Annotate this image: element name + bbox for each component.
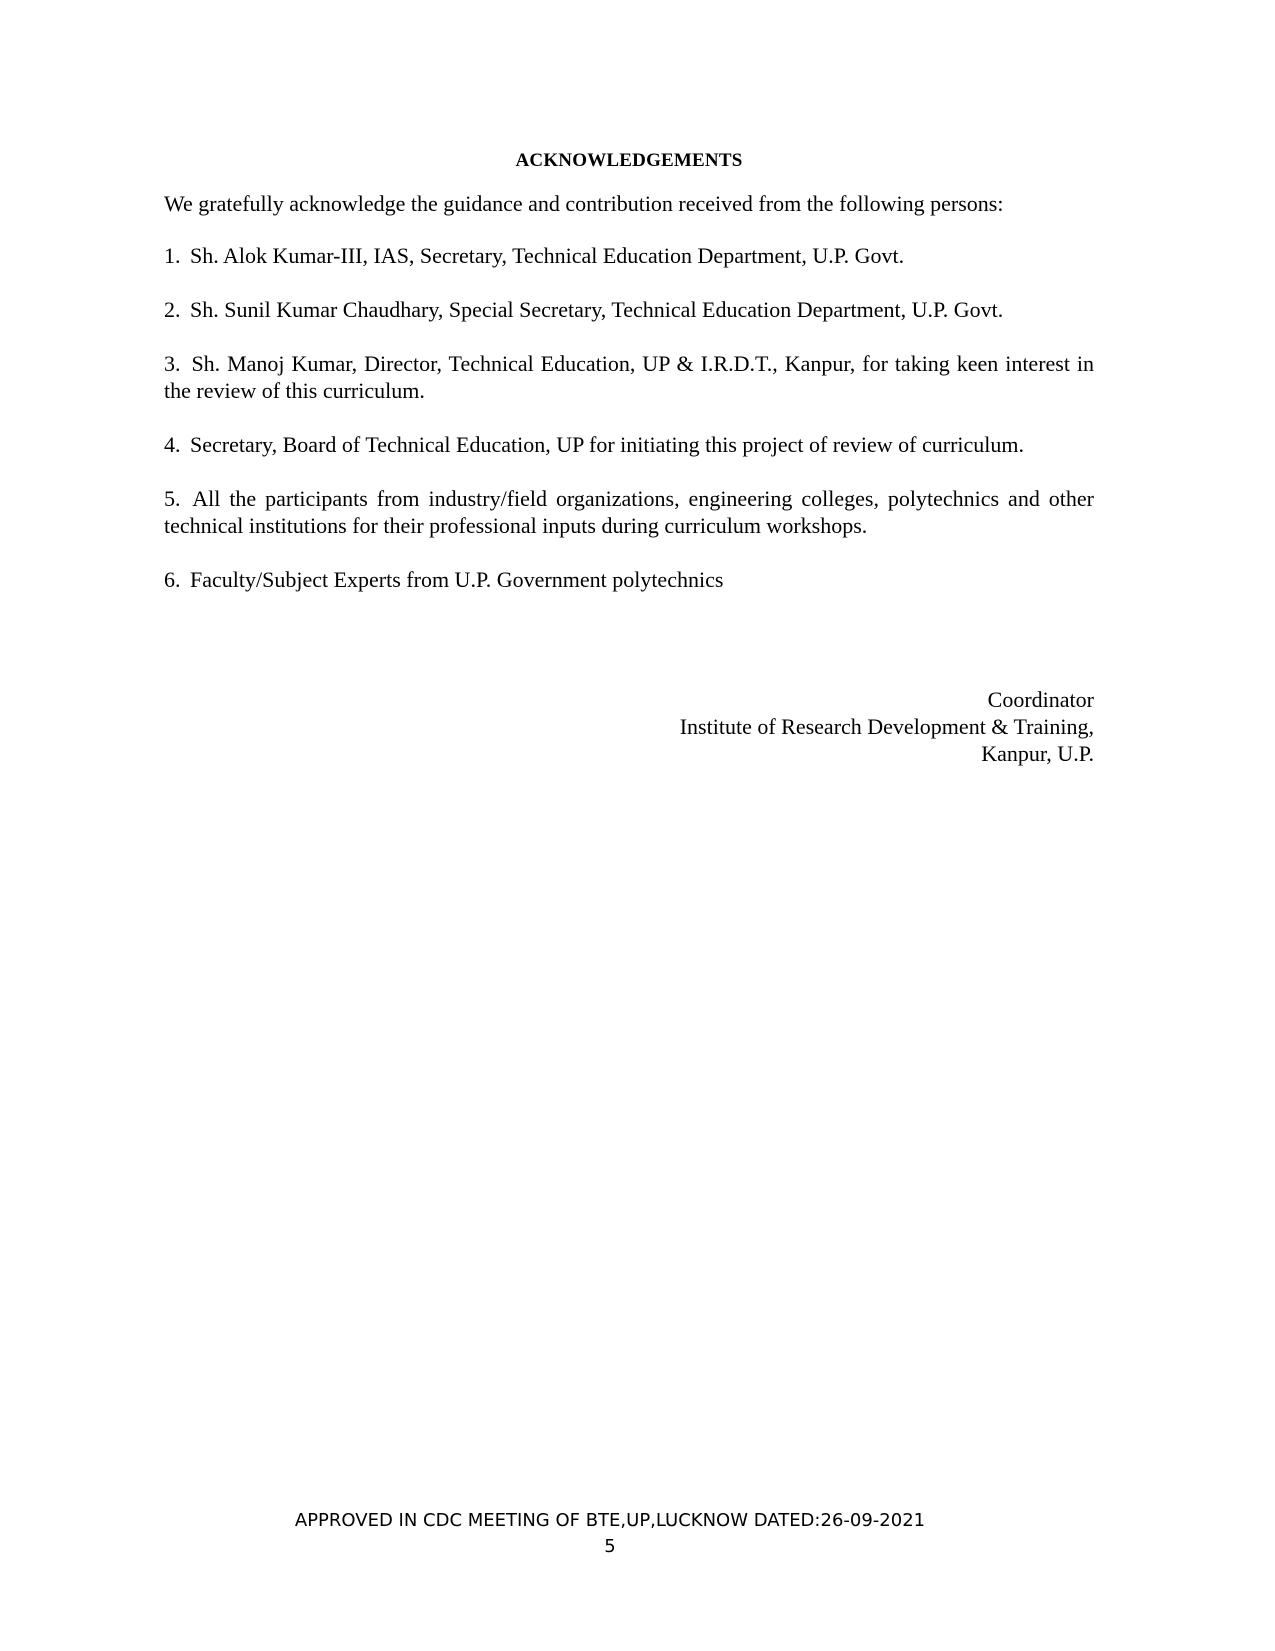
item-number: 4. (164, 432, 181, 457)
document-body (164, 150, 1094, 620)
item-text: Sh. Manoj Kumar, Director, Technical Education, UP & I.R.D.T., Kanpur, for taking keen interest in the review of this curriculum. (164, 351, 1094, 403)
acknowledgement-item (164, 566, 1094, 593)
signature-title: Coordinator (987, 687, 1094, 712)
item-number: 6. (164, 567, 181, 592)
item-text: All the participants from industry/field organizations, engineering colleges, polytechnics and other technical institutions for their professional inputs during curriculum workshops. (164, 486, 1094, 538)
page-footer (0, 1508, 1220, 1560)
acknowledgement-item (164, 242, 1094, 269)
acknowledgement-item (164, 296, 1094, 323)
item-text: Sh. Sunil Kumar Chaudhary, Special Secretary, Technical Education Department, U.P. Govt. (190, 297, 1004, 322)
signature-block (164, 686, 1094, 767)
acknowledgement-item (164, 350, 1094, 404)
item-text: Sh. Alok Kumar-III, IAS, Secretary, Technical Education Department, U.P. Govt. (190, 243, 905, 268)
acknowledgement-item (164, 431, 1094, 458)
acknowledgement-item (164, 485, 1094, 539)
item-number: 2. (164, 297, 181, 322)
item-text: Secretary, Board of Technical Education, UP for initiating this project of review of curriculum. (190, 432, 1024, 457)
item-text: Faculty/Subject Experts from U.P. Government polytechnics (190, 567, 724, 592)
item-number: 1. (164, 243, 181, 268)
item-number: 5. (164, 486, 181, 511)
intro-paragraph: We gratefully acknowledge the guidance and contribution received from the following persons: (164, 191, 1004, 216)
acknowledgement-list (164, 242, 1094, 593)
page-number: 5 (604, 1536, 616, 1557)
approval-note: APPROVED IN CDC MEETING OF BTE,UP,LUCKNOW DATED:26-09-2021 (294, 1510, 926, 1531)
signature-institute: Institute of Research Development & Training, (679, 714, 1094, 739)
item-number: 3. (164, 351, 181, 376)
page-title: ACKNOWLEDGEMENTS (515, 150, 743, 171)
signature-location: Kanpur, U.P. (981, 741, 1094, 766)
